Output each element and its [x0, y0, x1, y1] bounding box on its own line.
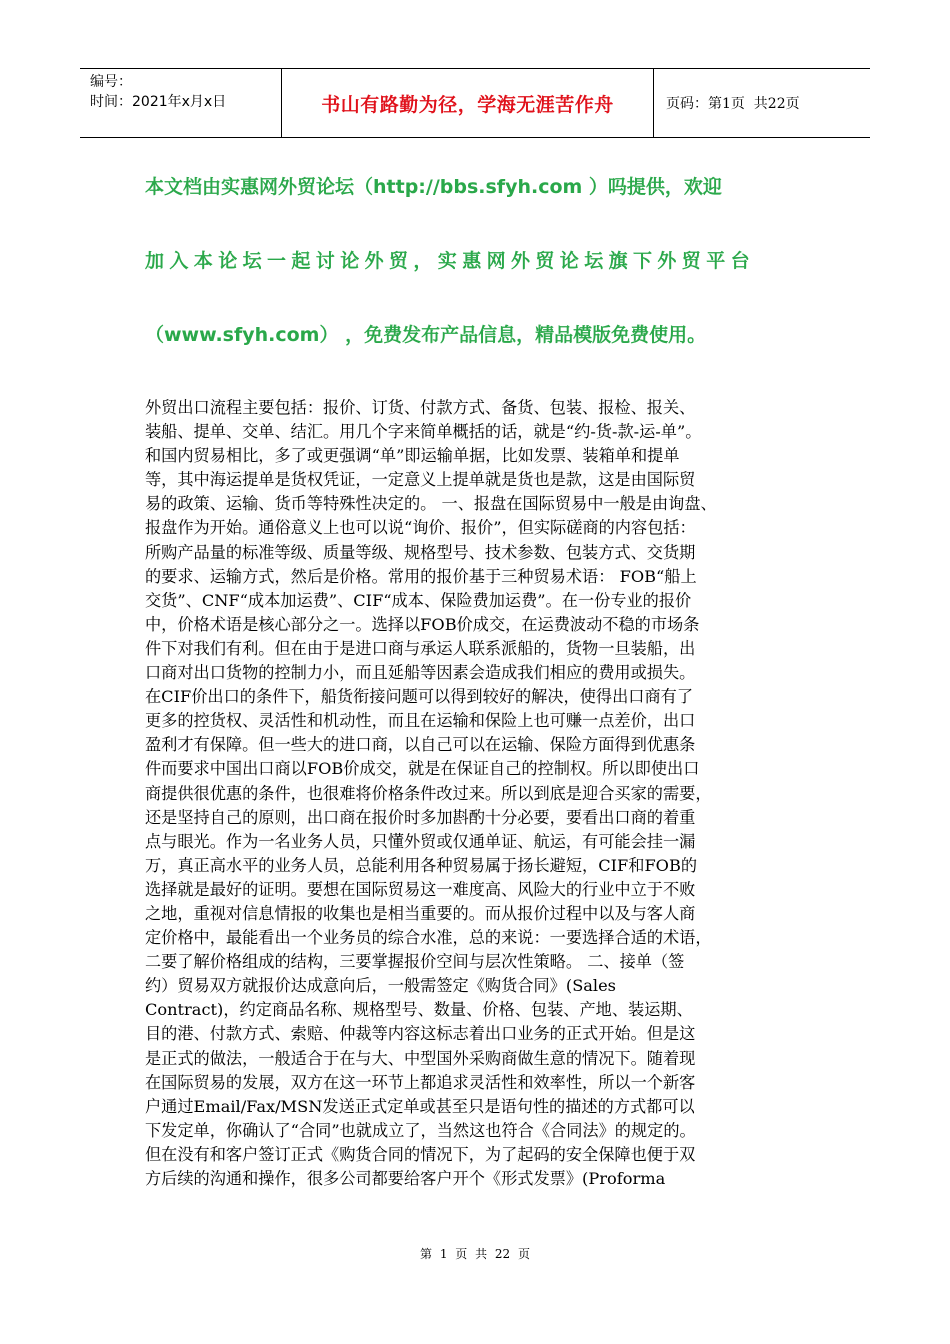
body-line: 装船、提单、交单、结汇。用几个字来简单概括的话，就是“约-货-款-运-单”。	[145, 422, 702, 442]
body-line: 盈利才有保障。但一些大的进口商，以自己可以在运输、保险方面得到优惠条	[145, 735, 696, 755]
body-line: 选择就是最好的证明。要想在国际贸易这一难度高、风险大的行业中立于不败	[145, 879, 696, 899]
header-meta	[80, 69, 282, 137]
notice-line-2: 加入本论坛一起讨论外贸，实惠网外贸论坛旗下外贸平台	[145, 250, 756, 272]
body-line: 交货”、CNF“成本加运费”、CIF“成本、保险费加运费”。在一份专业的报价	[145, 590, 692, 610]
body-line: 但在没有和客户签订正式《购货合同的情况下，为了起码的安全保障也便于双	[145, 1144, 696, 1164]
body-line: 目的港、付款方式、索赔、仲裁等内容这标志着出口业务的正式开始。但是这	[145, 1024, 696, 1044]
document-number: 编号：	[90, 74, 132, 90]
notice-line-3: （www.sfyh.com） ，免费发布产品信息，精品模版免费使用。	[145, 324, 707, 346]
body-line: 在CIF价出口的条件下，船货衔接问题可以得到较好的解决，使得出口商有了	[145, 687, 694, 707]
body-line: 是正式的做法，一般适合于在与大、中型国外采购商做生意的情况下。随着现	[145, 1048, 696, 1068]
body-line: 所购产品量的标准等级、质量等级、规格型号、技术参数、包装方式、交货期	[145, 542, 696, 562]
body-line: 外贸出口流程主要包括：报价、订货、付款方式、备货、包装、报检、报关、	[145, 398, 696, 417]
body-line: 之地，重视对信息情报的收集也是相当重要的。而从报价过程中以及与客人商	[145, 903, 696, 923]
header-page-info	[654, 69, 870, 137]
body-line: 在国际贸易的发展，双方在这一环节上都追求灵活性和效率性，所以一个新客	[145, 1072, 696, 1092]
page-header	[80, 68, 870, 138]
body-line: 报盘作为开始。通俗意义上也可以说“询价、报价”，但实际磋商的内容包括：	[145, 518, 696, 538]
body-line: 商提供很优惠的条件，也很难将价格条件改过来。所以到底是迎合买家的需要，	[145, 783, 712, 803]
page-counter: 页码：第1页 共22页	[666, 96, 800, 112]
body-line: 方后续的沟通和操作，很多公司都要给客户开个《形式发票》(Proforma	[145, 1169, 666, 1188]
body-line: 下发定单，你确认了“合同”也就成立了，当然这也符合《合同法》的规定的。	[145, 1120, 696, 1140]
body-line: 约）贸易双方就报价达成意向后，一般需签定《购货合同》(Sales	[145, 976, 616, 996]
body-line: 二要了解价格组成的结构，三要掌握报价空间与层次性策略。 二、接单（签	[145, 952, 685, 972]
header-motto: 书山有路勤为径，学海无涯苦作舟	[282, 69, 654, 137]
body-line: 户通过Email/Fax/MSN发送正式定单或甚至只是语句性的描述的方式都可以	[145, 1096, 695, 1116]
body-line: Contract)，约定商品名称、规格型号、数量、价格、包装、产地、装运期、	[145, 1000, 693, 1020]
body-line: 等，其中海运提单是货权凭证，一定意义上提单就是货也是款，这是由国际贸	[145, 470, 696, 490]
body-line: 定价格中，最能看出一个业务员的综合水准，总的来说：一要选择合适的术语，	[145, 928, 712, 948]
body-text	[145, 396, 810, 1191]
body-line: 中，价格术语是核心部分之一。选择以FOB价成交，在运费波动不稳的市场条	[145, 614, 700, 634]
body-line: 的要求、运输方式，然后是价格。常用的报价基于三种贸易术语： FOB“船上	[145, 566, 697, 586]
body-line: 更多的控货权、灵活性和机动性，而且在运输和保险上也可赚一点差价，出口	[145, 711, 696, 731]
notice-line-1: 本文档由实惠网外贸论坛（http://bbs.sfyh.com ）吗提供，欢迎	[145, 176, 722, 198]
body-line: 万，真正高水平的业务人员，总能利用各种贸易属于扬长避短，CIF和FOB的	[145, 855, 698, 875]
body-line: 口商对出口货物的控制力小，而且延船等因素会造成我们相应的费用或损失。	[145, 663, 696, 683]
body-line: 和国内贸易相比，多了或更强调“单”即运输单据，比如发票、装箱单和提单	[145, 446, 680, 466]
document-time: 时间：2021年x月x日	[90, 94, 227, 110]
body-line: 易的政策、运输、货币等特殊性决定的。 一、报盘在国际贸易中一般是由询盘、	[145, 494, 717, 514]
page-footer: 第 1 页 共 22 页	[420, 1247, 530, 1261]
body-line: 点与眼光。作为一名业务人员，只懂外贸或仅通单证、航运，有可能会挂一漏	[145, 831, 696, 851]
body-line: 件而要求中国出口商以FOB价成交，就是在保证自己的控制权。所以即使出口	[145, 759, 700, 779]
body-line: 件下对我们有利。但在由于是进口商与承运人联系派船的，货物一旦装船，出	[145, 638, 696, 658]
body-line: 还是坚持自己的原则，出口商在报价时多加斟酌十分必要，要看出口商的着重	[145, 807, 696, 827]
